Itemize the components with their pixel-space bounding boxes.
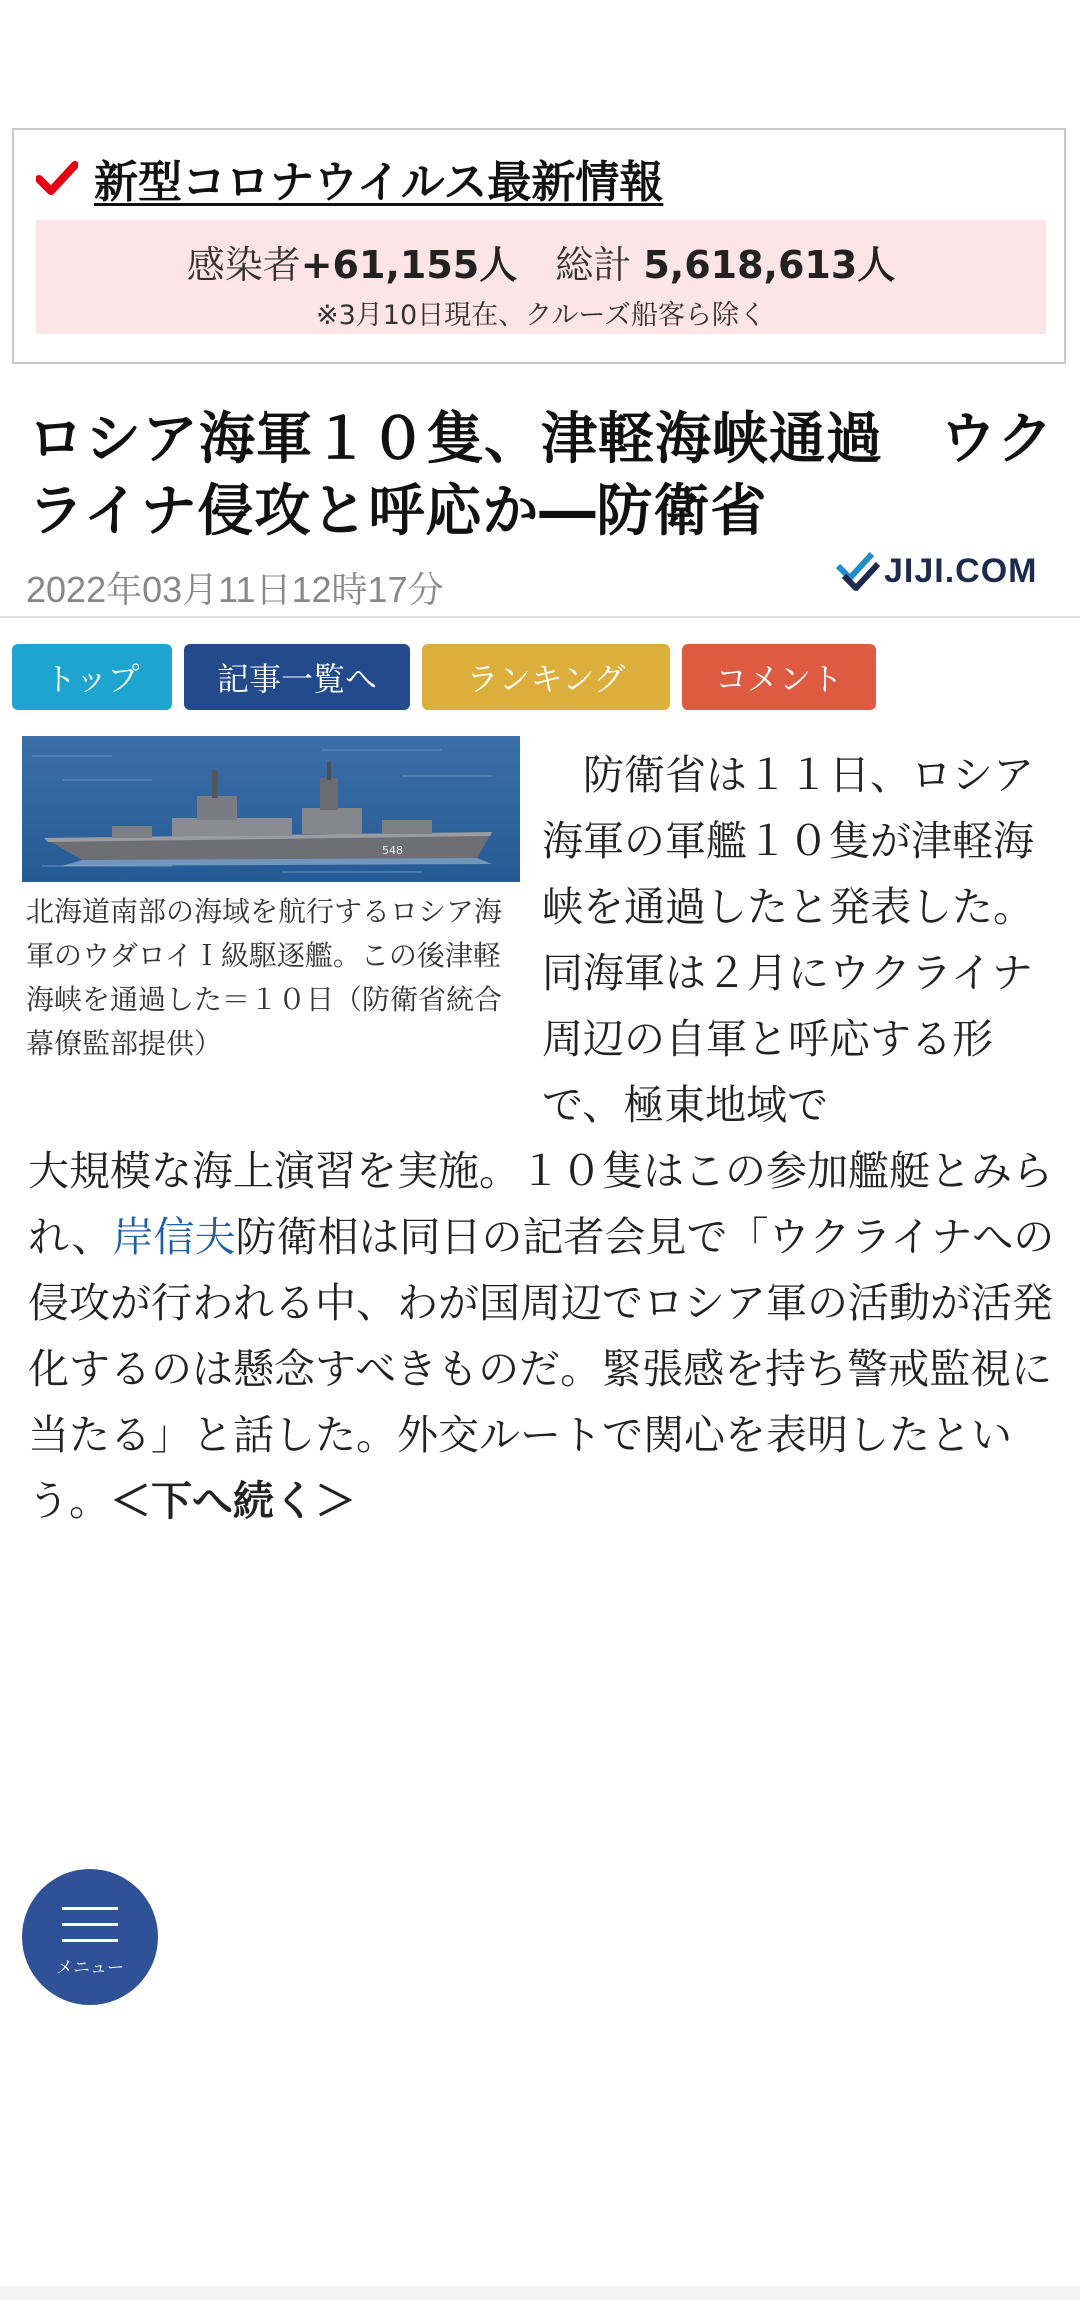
headline-line-1: ロシア海軍１０隻、津軽海峡通過 ウク: [28, 407, 1054, 472]
covid-stats-panel: [36, 220, 1046, 334]
hamburger-icon: [62, 1907, 118, 1955]
photo-caption: 北海道南部の海域を航行するロシア海軍のウダロイＩ級駆逐艦。この後津軽海峡を通過した＝１０日（防衛省統合幕僚監部提供）: [26, 895, 503, 1060]
covid-title-link[interactable]: 新型コロナウイルス最新情報: [94, 157, 664, 208]
article-body-text-1: 大規模な海上演習を実施。１０隻はこの参加艦艇とみられ、: [28, 1147, 1053, 1261]
nav-article-list-button[interactable]: 記事一覧へ: [184, 644, 410, 710]
covid-note: ※3月10日現在、クルーズ船客ら除く: [316, 300, 766, 331]
article-body-lead: 防衛省は１１日、ロシア海軍の軍艦１０隻が津軽海峡を通過したと発表した。同海軍は２月にウクライナ周辺の自軍と呼応する形で、極東地域で: [542, 751, 1034, 1129]
warship-photo-image: [22, 736, 520, 882]
covid-header[interactable]: [36, 148, 663, 208]
covid-stats-line: [36, 234, 1046, 289]
menu-label: メニュー: [56, 1958, 124, 1978]
jiji-logo-mark-icon: [834, 548, 880, 594]
continue-below-link[interactable]: ＜下へ続く＞: [110, 1477, 356, 1525]
article-date: 2022年03月11日12時17分: [26, 569, 444, 610]
jiji-logo-text: JIJI.COM: [884, 551, 1038, 590]
nav-top-button[interactable]: トップ: [12, 644, 172, 710]
headline-line-2: ライナ侵攻と呼応か―防衛省: [28, 479, 768, 544]
jiji-logo[interactable]: [834, 548, 1037, 594]
menu-button[interactable]: [22, 1869, 158, 2005]
article-body-text-2: 防衛相は同日の記者会見で「ウクライナへの侵攻が行われる中、わが国周辺でロシア軍の活動が活発化するのは懸念すべきものだ。緊張感を持ち警戒監視に当たる」と話した。外交ルートで関心を表明したという。: [28, 1213, 1055, 1525]
covid-info-box: [12, 128, 1066, 364]
nav-comment-button[interactable]: コメント: [682, 644, 876, 710]
article-body: [28, 1138, 1058, 1534]
total-label: 総計: [555, 243, 632, 287]
checkmark-icon: [36, 160, 78, 196]
infected-value: +61,155人: [300, 243, 518, 287]
infected-label: 感染者: [186, 243, 301, 287]
article-photo[interactable]: [22, 736, 520, 882]
article-headline: [28, 404, 1058, 548]
bottom-cutoff-content: [0, 2286, 1080, 2300]
total-value: 5,618,613人: [643, 243, 896, 287]
nav-ranking-button[interactable]: ランキング: [422, 644, 670, 710]
svg-text:548: 548: [382, 844, 403, 857]
header-divider: [0, 616, 1080, 618]
person-link-kishi[interactable]: 岸信夫: [112, 1213, 236, 1261]
